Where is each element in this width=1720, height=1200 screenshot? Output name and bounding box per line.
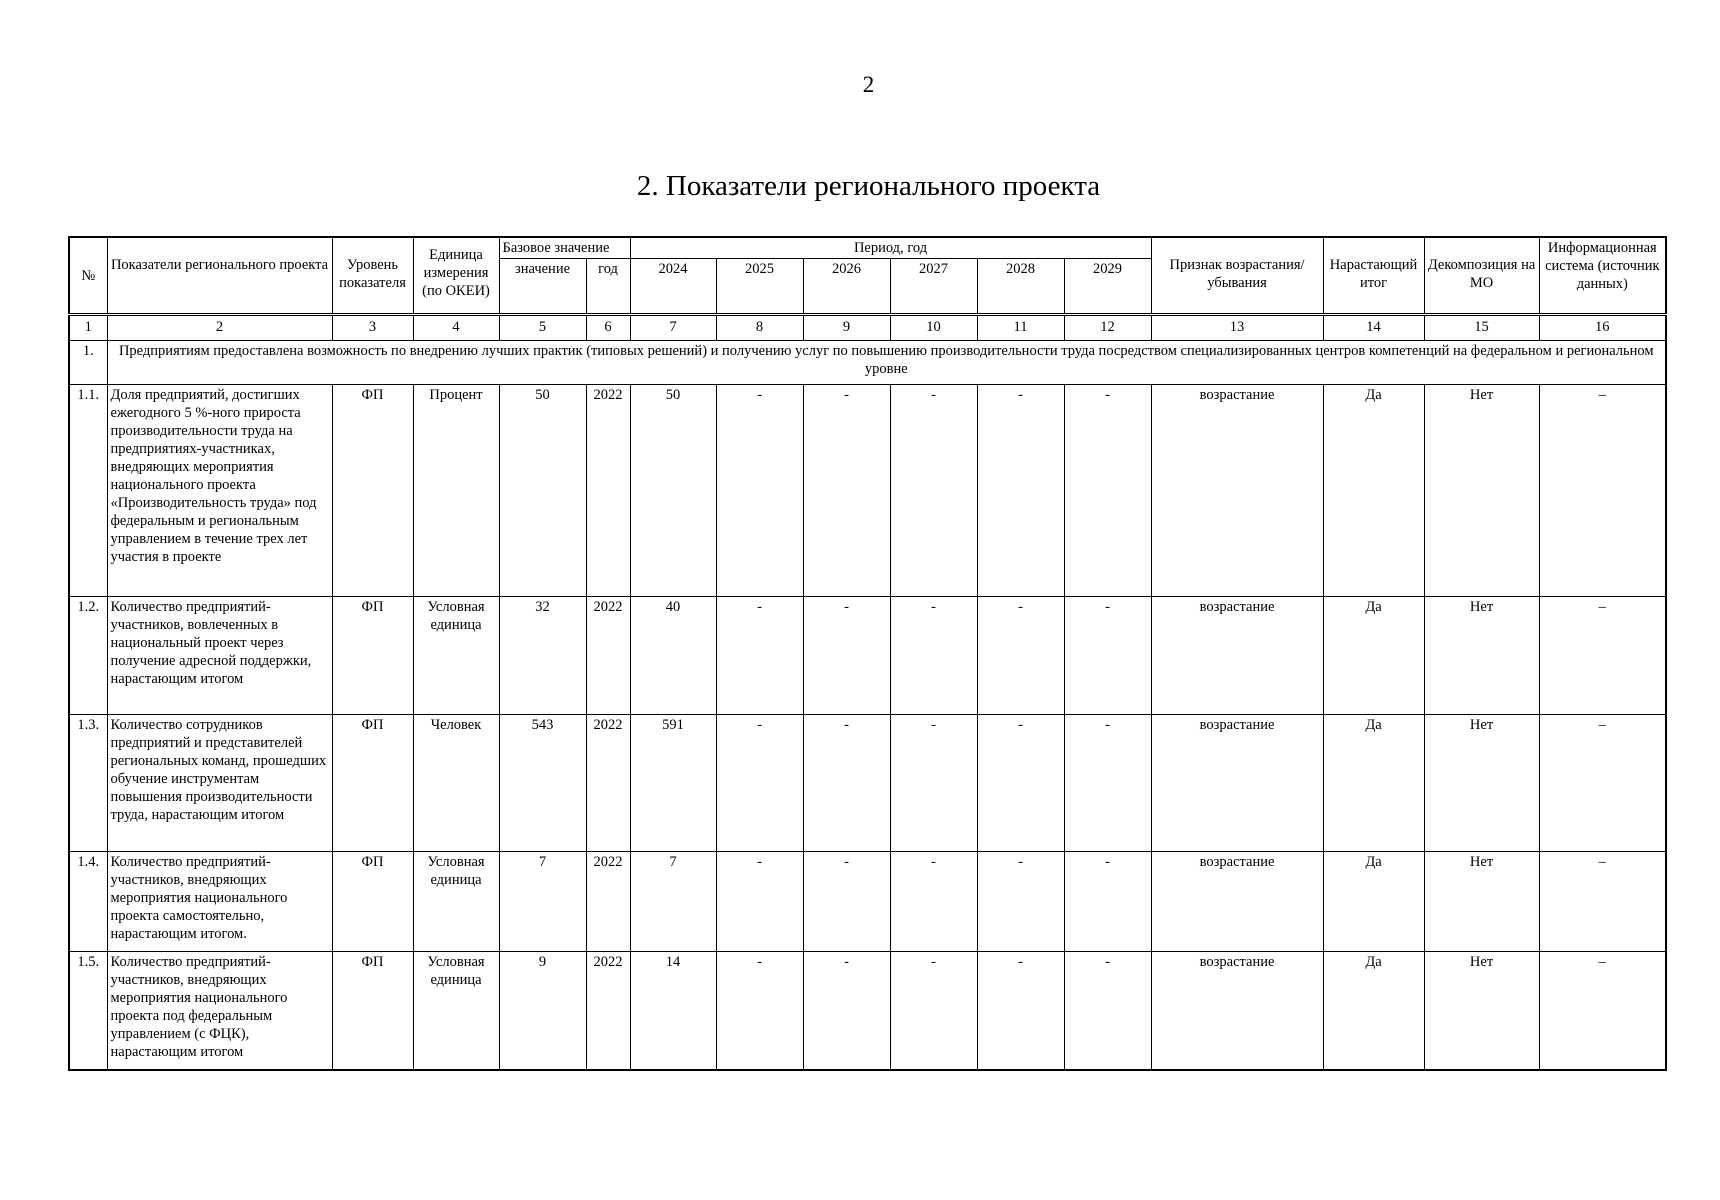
value-2029: - bbox=[1064, 952, 1151, 1070]
header-row-1 bbox=[69, 237, 1666, 259]
value-2027: - bbox=[890, 852, 977, 952]
header-year-2027: 2027 bbox=[890, 259, 977, 315]
base-value: 7 bbox=[499, 852, 586, 952]
indicator-level: ФП bbox=[332, 952, 413, 1070]
header-indicator: Показатели регионального проекта bbox=[107, 237, 332, 315]
row-number: 1.1. bbox=[69, 385, 107, 597]
base-year: 2022 bbox=[586, 715, 630, 852]
header-base-year: год bbox=[586, 259, 630, 315]
info-system: – bbox=[1539, 852, 1666, 952]
indicator-level: ФП bbox=[332, 597, 413, 715]
column-number: 8 bbox=[716, 315, 803, 341]
row-number: 1.3. bbox=[69, 715, 107, 852]
header-base: Базовое значение bbox=[499, 237, 630, 259]
value-2029: - bbox=[1064, 385, 1151, 597]
value-2025: - bbox=[716, 952, 803, 1070]
value-2029: - bbox=[1064, 597, 1151, 715]
info-system: – bbox=[1539, 715, 1666, 852]
indicator-name: Количество предприятий-участников, внедряющих мероприятия национального проекта под федеральным управлением (с ФЦК), нарастающим итогом bbox=[107, 952, 332, 1070]
trend-sign: возрастание bbox=[1151, 715, 1323, 852]
value-2024: 7 bbox=[630, 852, 716, 952]
trend-sign: возрастание bbox=[1151, 952, 1323, 1070]
cumulative-flag: Да bbox=[1323, 852, 1424, 952]
column-numbers-row bbox=[69, 315, 1666, 341]
cumulative-flag: Да bbox=[1323, 952, 1424, 1070]
header-period: Период, год bbox=[630, 237, 1151, 259]
header-unit: Единица измерения (по ОКЕИ) bbox=[413, 237, 499, 315]
column-number: 14 bbox=[1323, 315, 1424, 341]
indicators-table bbox=[68, 236, 1667, 1071]
indicator-name: Доля предприятий, достигших ежегодного 5 %-ного прироста производительности труда на предприятиях-участниках, внедряющих мероприятия национального проекта «Производительность труда» под федеральным и региональным управлением в течение трех лет участия в проекте bbox=[107, 385, 332, 597]
header-num: № bbox=[69, 237, 107, 315]
base-year: 2022 bbox=[586, 597, 630, 715]
value-2026: - bbox=[803, 952, 890, 1070]
table-row bbox=[69, 597, 1666, 715]
indicator-name: Количество предприятий-участников, вовлеченных в национальный проект через получение адресной поддержки, нарастающим итогом bbox=[107, 597, 332, 715]
decomposition-flag: Нет bbox=[1424, 715, 1539, 852]
base-value: 9 bbox=[499, 952, 586, 1070]
trend-sign: возрастание bbox=[1151, 597, 1323, 715]
value-2025: - bbox=[716, 852, 803, 952]
column-number: 1 bbox=[69, 315, 107, 341]
cumulative-flag: Да bbox=[1323, 715, 1424, 852]
decomposition-flag: Нет bbox=[1424, 597, 1539, 715]
value-2028: - bbox=[977, 715, 1064, 852]
indicator-name: Количество предприятий-участников, внедряющих мероприятия национального проекта самостоятельно, нарастающим итогом. bbox=[107, 852, 332, 952]
trend-sign: возрастание bbox=[1151, 852, 1323, 952]
value-2025: - bbox=[716, 715, 803, 852]
header-year-2028: 2028 bbox=[977, 259, 1064, 315]
unit-of-measure: Человек bbox=[413, 715, 499, 852]
column-number: 10 bbox=[890, 315, 977, 341]
table-row bbox=[69, 852, 1666, 952]
base-value: 32 bbox=[499, 597, 586, 715]
column-number: 16 bbox=[1539, 315, 1666, 341]
base-year: 2022 bbox=[586, 952, 630, 1070]
section-row bbox=[69, 341, 1666, 385]
value-2024: 40 bbox=[630, 597, 716, 715]
value-2024: 50 bbox=[630, 385, 716, 597]
table-row bbox=[69, 715, 1666, 852]
header-base-value: значение bbox=[499, 259, 586, 315]
value-2025: - bbox=[716, 385, 803, 597]
decomposition-flag: Нет bbox=[1424, 385, 1539, 597]
column-number: 15 bbox=[1424, 315, 1539, 341]
header-year-2025: 2025 bbox=[716, 259, 803, 315]
column-number: 12 bbox=[1064, 315, 1151, 341]
value-2024: 14 bbox=[630, 952, 716, 1070]
header-cumulative: Нарастающий итог bbox=[1323, 237, 1424, 315]
value-2029: - bbox=[1064, 852, 1151, 952]
value-2027: - bbox=[890, 385, 977, 597]
unit-of-measure: Условная единица bbox=[413, 952, 499, 1070]
header-trend: Признак возрастания/убывания bbox=[1151, 237, 1323, 315]
column-number: 2 bbox=[107, 315, 332, 341]
value-2025: - bbox=[716, 597, 803, 715]
value-2027: - bbox=[890, 952, 977, 1070]
value-2026: - bbox=[803, 715, 890, 852]
header-year-2026: 2026 bbox=[803, 259, 890, 315]
info-system: – bbox=[1539, 385, 1666, 597]
column-number: 13 bbox=[1151, 315, 1323, 341]
header-level: Уровень показателя bbox=[332, 237, 413, 315]
column-number: 4 bbox=[413, 315, 499, 341]
value-2028: - bbox=[977, 597, 1064, 715]
value-2029: - bbox=[1064, 715, 1151, 852]
value-2026: - bbox=[803, 597, 890, 715]
column-number: 5 bbox=[499, 315, 586, 341]
header-year-2029: 2029 bbox=[1064, 259, 1151, 315]
value-2028: - bbox=[977, 852, 1064, 952]
page-number: 2 bbox=[862, 72, 875, 97]
table-row bbox=[69, 385, 1666, 597]
section-title: Предприятиям предоставлена возможность по внедрению лучших практик (типовых решений) и получению услуг по повышению производительности труда посредством специализированных центров компетенций на федеральном и региональном уровне bbox=[107, 341, 1666, 385]
header-year-2024: 2024 bbox=[630, 259, 716, 315]
info-system: – bbox=[1539, 597, 1666, 715]
indicator-level: ФП bbox=[332, 385, 413, 597]
column-number: 3 bbox=[332, 315, 413, 341]
row-number: 1.4. bbox=[69, 852, 107, 952]
indicator-name: Количество сотрудников предприятий и представителей региональных команд, прошедших обучение инструментам повышения производительности труда, нарастающим итогом bbox=[107, 715, 332, 852]
value-2028: - bbox=[977, 385, 1064, 597]
trend-sign: возрастание bbox=[1151, 385, 1323, 597]
indicator-level: ФП bbox=[332, 715, 413, 852]
header-decomposition: Декомпозиция на МО bbox=[1424, 237, 1539, 315]
column-number: 6 bbox=[586, 315, 630, 341]
table-row bbox=[69, 952, 1666, 1070]
value-2026: - bbox=[803, 385, 890, 597]
base-year: 2022 bbox=[586, 385, 630, 597]
row-number: 1.5. bbox=[69, 952, 107, 1070]
column-number: 9 bbox=[803, 315, 890, 341]
unit-of-measure: Процент bbox=[413, 385, 499, 597]
info-system: – bbox=[1539, 952, 1666, 1070]
value-2027: - bbox=[890, 597, 977, 715]
value-2024: 591 bbox=[630, 715, 716, 852]
section-number: 1. bbox=[69, 341, 107, 385]
row-number: 1.2. bbox=[69, 597, 107, 715]
cumulative-flag: Да bbox=[1323, 597, 1424, 715]
cumulative-flag: Да bbox=[1323, 385, 1424, 597]
decomposition-flag: Нет bbox=[1424, 852, 1539, 952]
column-number: 7 bbox=[630, 315, 716, 341]
base-value: 50 bbox=[499, 385, 586, 597]
column-number: 11 bbox=[977, 315, 1064, 341]
value-2028: - bbox=[977, 952, 1064, 1070]
unit-of-measure: Условная единица bbox=[413, 597, 499, 715]
document-title: 2. Показатели регионального проекта bbox=[636, 170, 1101, 202]
indicator-level: ФП bbox=[332, 852, 413, 952]
decomposition-flag: Нет bbox=[1424, 952, 1539, 1070]
value-2026: - bbox=[803, 852, 890, 952]
unit-of-measure: Условная единица bbox=[413, 852, 499, 952]
value-2027: - bbox=[890, 715, 977, 852]
header-info-system: Информационная система (источник данных) bbox=[1539, 237, 1666, 315]
base-year: 2022 bbox=[586, 852, 630, 952]
base-value: 543 bbox=[499, 715, 586, 852]
